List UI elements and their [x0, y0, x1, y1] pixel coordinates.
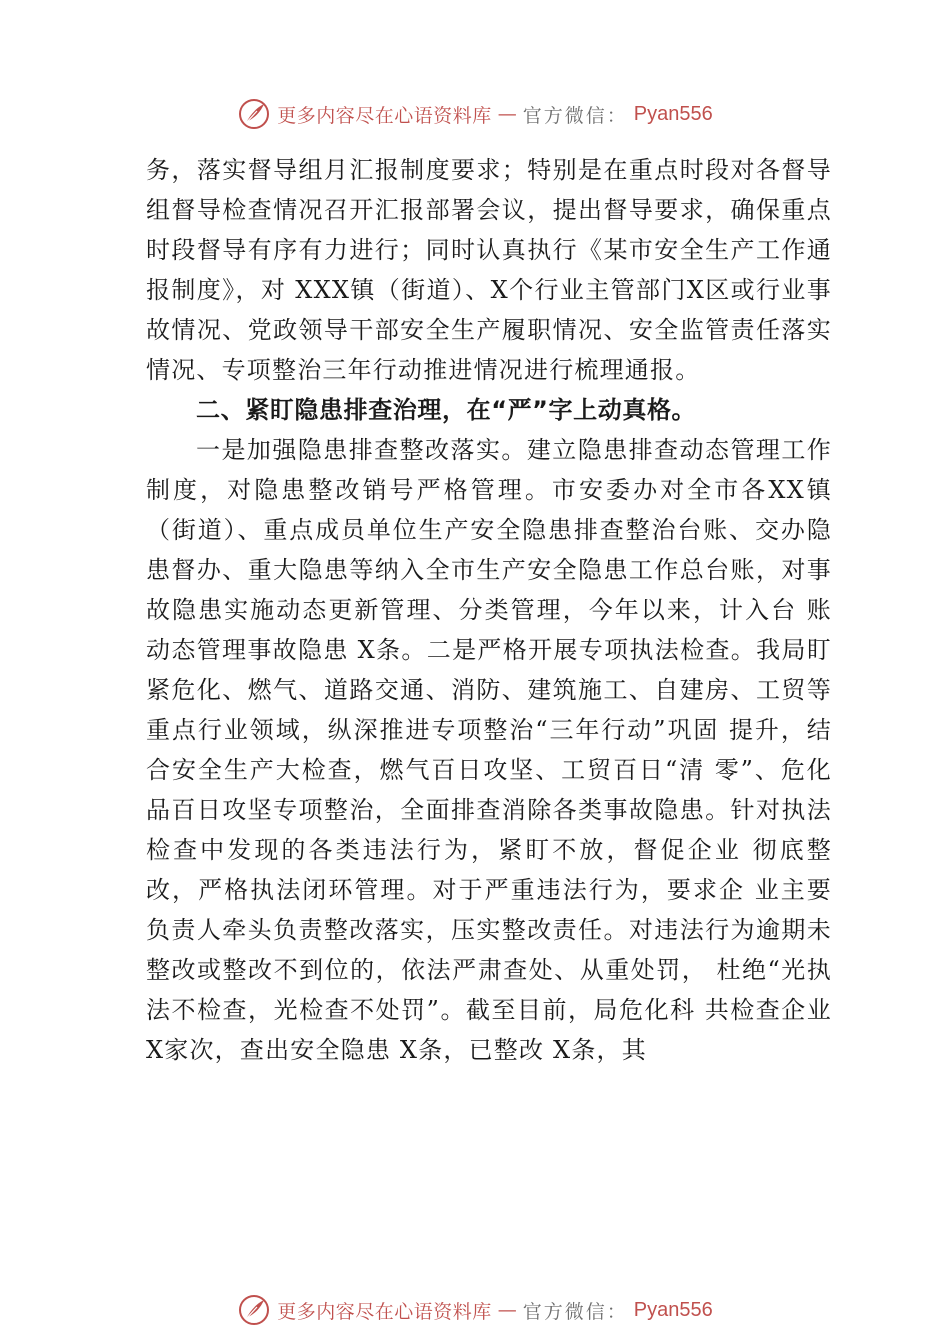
paragraph-continued: 务，落实督导组月汇报制度要求；特别是在重点时段对各督导组督导检查情况召开汇报部署会议，提出督导要求，确保重点时段督导有序有力进行；同时认真执行《某市安全生产工作通报制度》，对 XXX镇（街道）、X个行业主管部门X区或行业事故情况、党政领导干部安全生产履职情况、安全监管责任落实情况、专项整治三年行动推进情况进行梳理通报。: [146, 156, 832, 384]
watermark-official-label: 官方微信：: [522, 104, 628, 127]
watermark-official-label: 官方微信：: [522, 1300, 628, 1323]
feather-logo-icon: [237, 97, 271, 131]
header-watermark: [0, 94, 950, 134]
watermark-account: Pyan556: [633, 102, 713, 125]
paragraph-hazard-inspection: 一是加强隐患排查整改落实。建立隐患排查动态管理工作制度，对隐患整改销号严格管理。市安委办对全市各XX镇（街道）、重点成员单位生产安全隐患排查整治台账、交办隐患督办、重大隐患等纳入全市生产安全隐患工作总台账，对事故隐患实施动态更新管理、分类管理，今年以来，计入台 账动态管理事故隐患 X条。二是严格开展专项执法检查。我局盯紧危化、燃气、道路交通、消防、建筑施工、自建房、工贸等重点行业领域，纵深推进专项整治“三年行动”巩固 提升，结合安全生产大检查，燃气百日攻坚、工贸百日“清 零”、危化品百日攻坚专项整治，全面排查消除各类事故隐患。针对执法检查中发现的各类违法行为，紧盯不放，督促企业 彻底整改，严格执法闭环管理。对于严重违法行为，要求企 业主要负责人牵头负责整改落实，压实整改责任。对违法行为逾期未整改或整改不到位的，依法严肃查处、从重处罚， 杜绝“光执法不检查，光检查不处罚”。截至目前，局危化科 共检查企业 X家次，查出安全隐患 X条，已整改 X条，其: [146, 436, 832, 1064]
watermark-slogan: 更多内容尽在心语资料库: [277, 104, 492, 127]
feather-logo-icon: [237, 1293, 271, 1327]
footer-watermark: [0, 1290, 950, 1330]
watermark-slogan: 更多内容尽在心语资料库: [277, 1300, 492, 1323]
section-heading-2: 二、紧盯隐患排查治理，在“严”字上动真格。: [196, 396, 697, 424]
watermark-dash: —: [497, 1299, 517, 1321]
watermark-dash: —: [497, 103, 517, 125]
document-body: [146, 150, 832, 1070]
watermark-account: Pyan556: [633, 1298, 713, 1321]
